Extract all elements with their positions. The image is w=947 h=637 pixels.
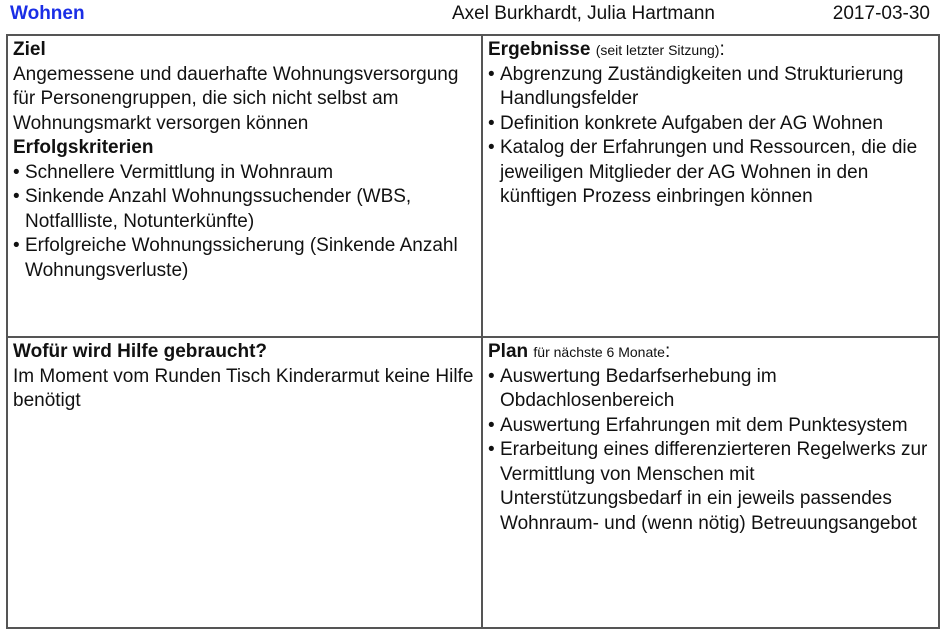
ziel-cell <box>8 36 483 338</box>
ziel-text: Angemessene und dauerhafte Wohnungsversorgung für Personengruppen, die sich nicht selbst am Wohnungsmarkt versorgen können <box>13 63 459 134</box>
hilfe-text: Im Moment vom Runden Tisch Kinderarmut keine Hilfe benötigt <box>13 365 474 411</box>
ergebnisse-heading <box>488 38 933 63</box>
document-header <box>0 0 947 34</box>
document-title: Wohnen <box>10 3 85 24</box>
hilfe-cell <box>8 338 483 627</box>
ziel-heading: Ziel <box>13 39 46 60</box>
plan-subheading: für nächste 6 Monate <box>533 344 665 360</box>
hilfe-heading: Wofür wird Hilfe gebraucht? <box>13 341 268 362</box>
plan-heading-label: Plan <box>488 341 529 362</box>
ergebnisse-heading-label: Ergebnisse <box>488 39 591 60</box>
list-item: • Katalog der Erfahrungen und Ressourcen, die die jeweiligen Mitglieder der AG Wohnen in den künftigen Prozess einbringen können <box>488 136 933 210</box>
ergebnisse-subheading: (seit letzter Sitzung) <box>595 42 720 58</box>
list-item: • Erfolgreiche Wohnungssicherung (Sinkende Anzahl Wohnungsverluste) <box>13 234 476 283</box>
plan-cell <box>483 338 938 627</box>
ergebnisse-list <box>488 63 933 210</box>
ergebnisse-colon: : <box>719 39 725 60</box>
ergebnisse-cell <box>483 36 938 338</box>
list-item: • Erarbeitung eines differenzierteren Regelwerks zur Vermittlung von Menschen mit Unterstützungsbedarf in ein jeweils passendes Wohnraum- und (wenn nötig) Betreuungsangebot <box>488 438 933 536</box>
plan-colon: : <box>664 341 671 362</box>
plan-list <box>488 365 933 537</box>
plan-heading <box>488 340 933 365</box>
content-table <box>6 34 940 629</box>
list-item: • Sinkende Anzahl Wohnungssuchender (WBS, Notfallliste, Notunterkünfte) <box>13 185 476 234</box>
list-item: • Abgrenzung Zuständigkeiten und Strukturierung Handlungsfelder <box>488 63 933 112</box>
authors: Axel Burkhardt, Julia Hartmann <box>452 3 715 24</box>
criteria-heading: Erfolgskriterien <box>13 137 154 158</box>
list-item: • Schnellere Vermittlung in Wohnraum <box>13 161 476 186</box>
list-item: • Auswertung Bedarfserhebung im Obdachlosenbereich <box>488 365 933 414</box>
list-item: • Auswertung Erfahrungen mit dem Punktesystem <box>488 414 933 439</box>
criteria-list <box>13 161 476 284</box>
date: 2017-03-30 <box>832 3 930 24</box>
list-item: • Definition konkrete Aufgaben der AG Wohnen <box>488 112 933 137</box>
